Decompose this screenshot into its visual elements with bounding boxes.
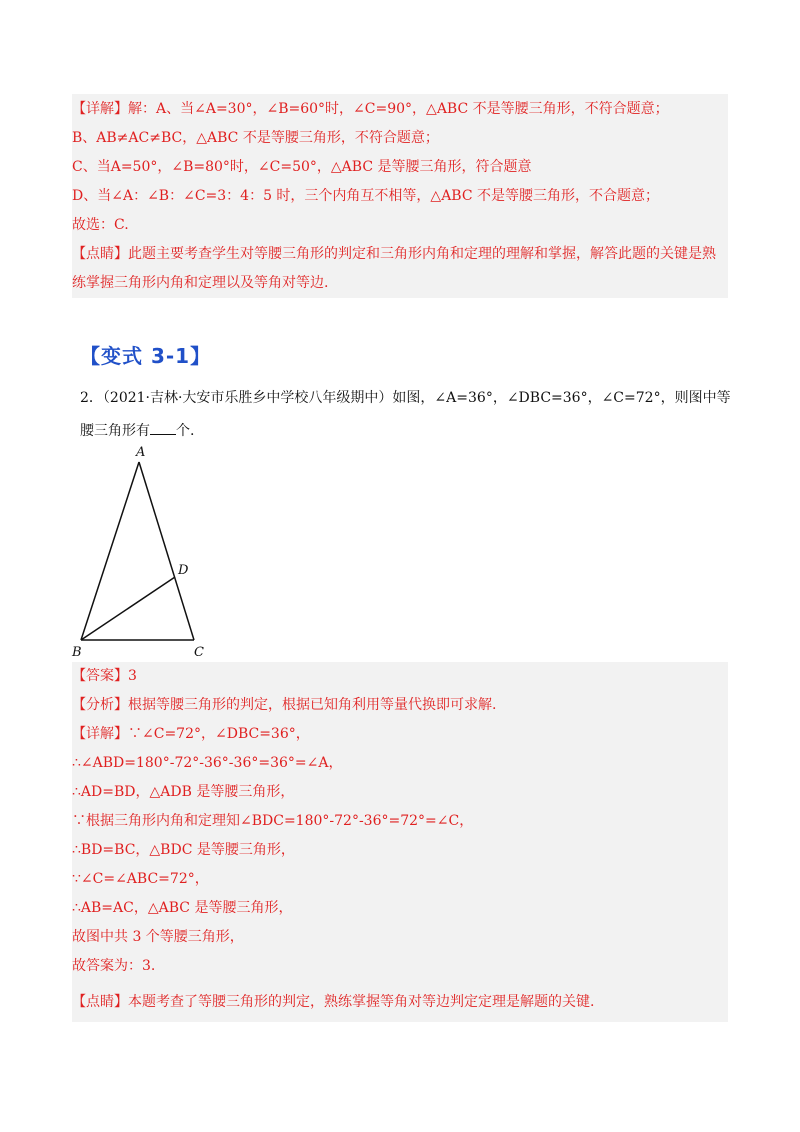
solution-line: ∴∠ABD=180°-72°-36°-36°=36°=∠A， (72, 755, 343, 771)
solution-line: 练掌握三角形内角和定理以及等角对等边. (72, 275, 329, 291)
solution-line: D、当∠A：∠B：∠C=3：4：5 时，三个内角互不相等，△ABC 不是等腰三角形，不合题意； (72, 188, 660, 204)
solution-line: 故图中共 3 个等腰三角形， (72, 929, 244, 945)
edge-BD (81, 577, 175, 640)
question-text: 腰三角形有 (80, 423, 150, 439)
solution-line: C、当A=50°，∠B=80°时，∠C=50°，△ABC 是等腰三角形，符合题意 (72, 159, 532, 175)
question-line-2 (80, 420, 194, 441)
label-A: A (136, 445, 146, 460)
comment-line: 【点睛】本题考查了等腰三角形的判定，熟练掌握等角对等边判定定理是解题的关键. (72, 994, 595, 1010)
solution-line: 【详解】∵∠C=72°，∠DBC=36°， (72, 726, 310, 742)
solution-line: ∵根据三角形内角和定理知∠BDC=180°-72°-36°=72°=∠C， (72, 813, 474, 829)
solution-line: ∴BD=BC，△BDC 是等腰三角形， (72, 842, 295, 858)
triangle-figure (64, 440, 224, 660)
answer-line: 【答案】3 (72, 668, 137, 684)
label-C: C (194, 645, 204, 660)
section-heading: 【变式 3-1】 (80, 344, 212, 368)
solution-line: ∴AB=AC，△ABC 是等腰三角形， (72, 900, 293, 916)
question-line-1: 2．（2021·吉林·大安市乐胜乡中学校八年级期中）如图，∠A=36°，∠DBC=36°，∠C=72°，则图中等 (80, 390, 731, 406)
solution-line: B、AB≠AC≠BC，△ABC 不是等腰三角形，不符合题意； (72, 130, 439, 146)
solution-line: ∵∠C=∠ABC=72°， (72, 871, 209, 887)
question-text: 个. (176, 423, 195, 439)
answer-blank (150, 420, 176, 435)
solution-block-1 (72, 94, 728, 298)
solution-line: 【点睛】此题主要考查学生对等腰三角形的判定和三角形内角和定理的理解和掌握，解答此题的关键是熟 (72, 246, 716, 262)
label-B: B (72, 645, 82, 660)
edge-AC (139, 462, 194, 640)
solution-line: 【详解】解：A、当∠A=30°，∠B=60°时，∠C=90°，△ABC 不是等腰三角形，不符合题意； (72, 101, 669, 117)
label-D: D (178, 563, 189, 578)
solution-line: 故选：C. (72, 217, 129, 233)
solution-line: 故答案为：3. (72, 958, 156, 974)
analysis-line: 【分析】根据等腰三角形的判定，根据已知角利用等量代换即可求解. (72, 697, 497, 713)
solution-block-2 (72, 662, 728, 1022)
solution-line: ∴AD=BD，△ADB 是等腰三角形， (72, 784, 295, 800)
edge-AB (81, 462, 139, 640)
